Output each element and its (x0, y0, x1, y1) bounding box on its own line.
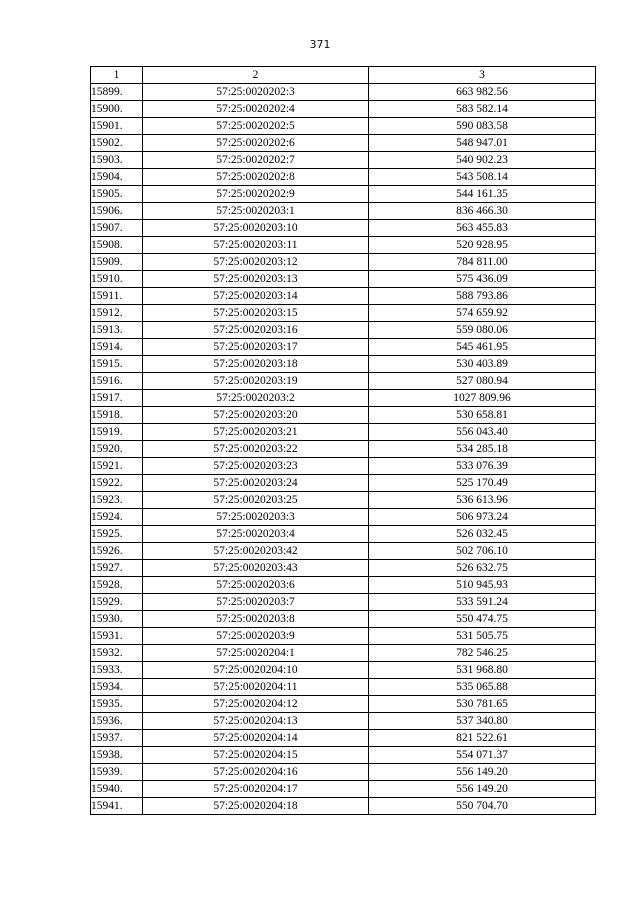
table-row (91, 288, 596, 305)
table-row (91, 254, 596, 271)
row-number: 15920. (91, 441, 143, 458)
table-row (91, 560, 596, 577)
cadastral-number: 57:25:0020203:8 (143, 611, 369, 628)
cadastral-value: 530 403.89 (369, 356, 596, 373)
cadastral-value: 510 945.93 (369, 577, 596, 594)
table-row (91, 628, 596, 645)
cadastral-number: 57:25:0020204:16 (143, 764, 369, 781)
table-row (91, 407, 596, 424)
cadastral-value: 559 080.06 (369, 322, 596, 339)
row-number: 15906. (91, 203, 143, 220)
cadastral-number: 57:25:0020203:3 (143, 509, 369, 526)
column-header-3: 3 (369, 67, 596, 84)
table-row (91, 458, 596, 475)
table-row (91, 424, 596, 441)
cadastral-value: 583 582.14 (369, 101, 596, 118)
table-row (91, 152, 596, 169)
table-row (91, 84, 596, 101)
cadastral-value: 556 149.20 (369, 764, 596, 781)
row-number: 15933. (91, 662, 143, 679)
cadastral-number: 57:25:0020203:21 (143, 424, 369, 441)
table-row (91, 390, 596, 407)
row-number: 15908. (91, 237, 143, 254)
row-number: 15912. (91, 305, 143, 322)
table-row (91, 747, 596, 764)
cadastral-number: 57:25:0020203:11 (143, 237, 369, 254)
table-row (91, 322, 596, 339)
cadastral-value: 543 508.14 (369, 169, 596, 186)
table-row (91, 611, 596, 628)
row-number: 15932. (91, 645, 143, 662)
table-row (91, 373, 596, 390)
table-row (91, 543, 596, 560)
cadastral-value: 550 474.75 (369, 611, 596, 628)
table-row (91, 135, 596, 152)
cadastral-number: 57:25:0020203:6 (143, 577, 369, 594)
cadastral-value: 663 982.56 (369, 84, 596, 101)
cadastral-number: 57:25:0020204:10 (143, 662, 369, 679)
row-number: 15901. (91, 118, 143, 135)
cadastral-number: 57:25:0020203:18 (143, 356, 369, 373)
cadastral-number: 57:25:0020203:13 (143, 271, 369, 288)
cadastral-value: 548 947.01 (369, 135, 596, 152)
cadastral-value: 550 704.70 (369, 798, 596, 815)
cadastral-number: 57:25:0020203:9 (143, 628, 369, 645)
row-number: 15930. (91, 611, 143, 628)
cadastral-number: 57:25:0020202:7 (143, 152, 369, 169)
table-row (91, 645, 596, 662)
cadastral-value: 554 071.37 (369, 747, 596, 764)
cadastral-value: 575 436.09 (369, 271, 596, 288)
cadastral-number: 57:25:0020204:11 (143, 679, 369, 696)
cadastral-value: 530 658.81 (369, 407, 596, 424)
cadastral-value: 544 161.35 (369, 186, 596, 203)
row-number: 15907. (91, 220, 143, 237)
table-row (91, 798, 596, 815)
row-number: 15918. (91, 407, 143, 424)
row-number: 15941. (91, 798, 143, 815)
row-number: 15921. (91, 458, 143, 475)
cadastral-number: 57:25:0020202:8 (143, 169, 369, 186)
table-body (91, 84, 596, 815)
cadastral-value: 1027 809.96 (369, 390, 596, 407)
cadastral-value: 526 032.45 (369, 526, 596, 543)
row-number: 15909. (91, 254, 143, 271)
column-header-2: 2 (143, 67, 369, 84)
cadastral-number: 57:25:0020203:15 (143, 305, 369, 322)
cadastral-value: 533 591.24 (369, 594, 596, 611)
cadastral-number: 57:25:0020202:3 (143, 84, 369, 101)
table-row (91, 679, 596, 696)
table-row (91, 713, 596, 730)
table-row (91, 339, 596, 356)
row-number: 15913. (91, 322, 143, 339)
page-number: 371 (309, 38, 331, 51)
cadastral-number: 57:25:0020203:10 (143, 220, 369, 237)
cadastral-value: 545 461.95 (369, 339, 596, 356)
table-row (91, 271, 596, 288)
row-number: 15915. (91, 356, 143, 373)
table-row (91, 475, 596, 492)
table-row (91, 305, 596, 322)
cadastral-number: 57:25:0020202:6 (143, 135, 369, 152)
table-row (91, 730, 596, 747)
cadastral-number: 57:25:0020204:18 (143, 798, 369, 815)
row-number: 15900. (91, 101, 143, 118)
cadastral-number: 57:25:0020203:17 (143, 339, 369, 356)
cadastral-number: 57:25:0020203:7 (143, 594, 369, 611)
row-number: 15904. (91, 169, 143, 186)
cadastral-value: 821 522.61 (369, 730, 596, 747)
cadastral-value: 527 080.94 (369, 373, 596, 390)
row-number: 15924. (91, 509, 143, 526)
cadastral-value: 530 781.65 (369, 696, 596, 713)
cadastral-value: 535 065.88 (369, 679, 596, 696)
cadastral-value: 531 505.75 (369, 628, 596, 645)
row-number: 15929. (91, 594, 143, 611)
cadastral-number: 57:25:0020204:13 (143, 713, 369, 730)
row-number: 15923. (91, 492, 143, 509)
row-number: 15938. (91, 747, 143, 764)
cadastral-number: 57:25:0020203:25 (143, 492, 369, 509)
table-row (91, 764, 596, 781)
table-row (91, 492, 596, 509)
cadastral-number: 57:25:0020203:16 (143, 322, 369, 339)
row-number: 15931. (91, 628, 143, 645)
cadastral-number: 57:25:0020203:14 (143, 288, 369, 305)
row-number: 15922. (91, 475, 143, 492)
cadastral-value: 520 928.95 (369, 237, 596, 254)
cadastral-value: 556 043.40 (369, 424, 596, 441)
cadastral-number: 57:25:0020203:19 (143, 373, 369, 390)
column-header-1: 1 (91, 67, 143, 84)
row-number: 15917. (91, 390, 143, 407)
table-row (91, 526, 596, 543)
row-number: 15935. (91, 696, 143, 713)
cadastral-value: 506 973.24 (369, 509, 596, 526)
cadastral-number: 57:25:0020203:4 (143, 526, 369, 543)
table-row (91, 237, 596, 254)
cadastral-number: 57:25:0020203:20 (143, 407, 369, 424)
table-row (91, 203, 596, 220)
cadastral-number: 57:25:0020203:23 (143, 458, 369, 475)
cadastral-number: 57:25:0020204:17 (143, 781, 369, 798)
cadastral-value-table (90, 66, 596, 815)
table-row (91, 577, 596, 594)
row-number: 15928. (91, 577, 143, 594)
row-number: 15925. (91, 526, 143, 543)
table-row (91, 441, 596, 458)
cadastral-number: 57:25:0020203:42 (143, 543, 369, 560)
row-number: 15939. (91, 764, 143, 781)
cadastral-number: 57:25:0020203:12 (143, 254, 369, 271)
cadastral-number: 57:25:0020202:4 (143, 101, 369, 118)
cadastral-value: 525 170.49 (369, 475, 596, 492)
header-row (91, 67, 596, 84)
row-number: 15910. (91, 271, 143, 288)
cadastral-number: 57:25:0020204:1 (143, 645, 369, 662)
table-row (91, 169, 596, 186)
cadastral-value: 556 149.20 (369, 781, 596, 798)
row-number: 15926. (91, 543, 143, 560)
table-row (91, 118, 596, 135)
cadastral-value: 531 968.80 (369, 662, 596, 679)
table-row (91, 186, 596, 203)
row-number: 15940. (91, 781, 143, 798)
cadastral-value: 574 659.92 (369, 305, 596, 322)
row-number: 15899. (91, 84, 143, 101)
row-number: 15903. (91, 152, 143, 169)
cadastral-value: 784 811.00 (369, 254, 596, 271)
cadastral-value: 590 083.58 (369, 118, 596, 135)
row-number: 15934. (91, 679, 143, 696)
table-row (91, 696, 596, 713)
table-row (91, 662, 596, 679)
cadastral-number: 57:25:0020204:14 (143, 730, 369, 747)
row-number: 15919. (91, 424, 143, 441)
row-number: 15916. (91, 373, 143, 390)
cadastral-value: 502 706.10 (369, 543, 596, 560)
cadastral-value: 563 455.83 (369, 220, 596, 237)
row-number: 15902. (91, 135, 143, 152)
cadastral-number: 57:25:0020203:43 (143, 560, 369, 577)
row-number: 15936. (91, 713, 143, 730)
cadastral-value: 533 076.39 (369, 458, 596, 475)
cadastral-number: 57:25:0020204:12 (143, 696, 369, 713)
table-row (91, 781, 596, 798)
cadastral-value: 588 793.86 (369, 288, 596, 305)
cadastral-number: 57:25:0020204:15 (143, 747, 369, 764)
cadastral-number: 57:25:0020203:24 (143, 475, 369, 492)
cadastral-value: 534 285.18 (369, 441, 596, 458)
table-row (91, 220, 596, 237)
table-row (91, 594, 596, 611)
row-number: 15927. (91, 560, 143, 577)
table-row (91, 101, 596, 118)
table-row (91, 356, 596, 373)
cadastral-value: 536 613.96 (369, 492, 596, 509)
cadastral-value: 537 340.80 (369, 713, 596, 730)
cadastral-number: 57:25:0020202:5 (143, 118, 369, 135)
cadastral-value: 782 546.25 (369, 645, 596, 662)
row-number: 15911. (91, 288, 143, 305)
row-number: 15937. (91, 730, 143, 747)
row-number: 15914. (91, 339, 143, 356)
table-row (91, 509, 596, 526)
cadastral-value: 526 632.75 (369, 560, 596, 577)
row-number: 15905. (91, 186, 143, 203)
cadastral-number: 57:25:0020203:2 (143, 390, 369, 407)
cadastral-number: 57:25:0020202:9 (143, 186, 369, 203)
cadastral-number: 57:25:0020203:22 (143, 441, 369, 458)
cadastral-number: 57:25:0020203:1 (143, 203, 369, 220)
cadastral-value: 540 902.23 (369, 152, 596, 169)
cadastral-value: 836 466.30 (369, 203, 596, 220)
